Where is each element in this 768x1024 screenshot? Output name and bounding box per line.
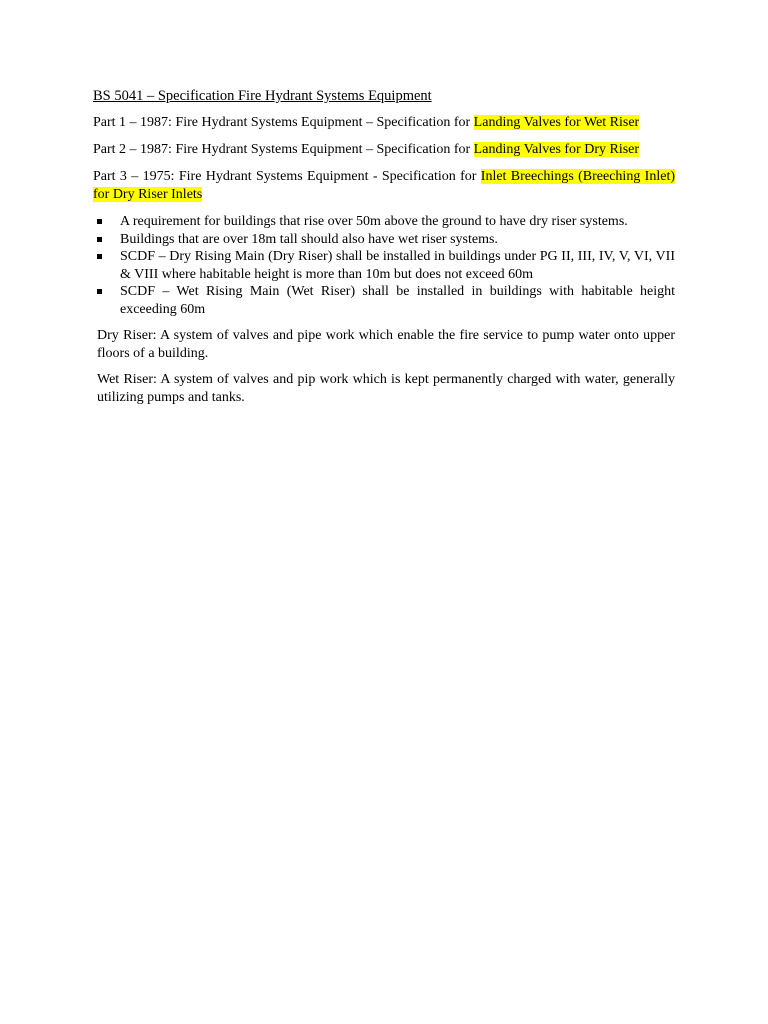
part-3 [93, 168, 675, 204]
part-1-highlight: Landing Valves for Wet Riser [473, 115, 640, 130]
list-item [97, 213, 675, 231]
part-2 [93, 141, 675, 159]
square-bullet-icon [97, 289, 102, 294]
document-page [93, 86, 675, 406]
part-2-text: Part 2 – 1987: Fire Hydrant Systems Equipment – Specification for [93, 142, 474, 157]
list-item [97, 248, 675, 283]
part-3-text: Part 3 – 1975: Fire Hydrant Systems Equipment - Specification for [93, 169, 481, 184]
square-bullet-icon [97, 219, 102, 224]
part-2-highlight: Landing Valves for Dry Riser [473, 142, 640, 157]
list-item-text: Buildings that are over 18m tall should also have wet riser systems. [120, 231, 498, 247]
part-1-text: Part 1 – 1987: Fire Hydrant Systems Equipment – Specification for [93, 115, 474, 130]
list-item-text: A requirement for buildings that rise over 50m above the ground to have dry riser systems. [120, 214, 628, 229]
list-item [97, 231, 675, 249]
square-bullet-icon [97, 254, 102, 259]
bullet-list-requirements [97, 213, 675, 248]
square-bullet-icon [97, 237, 102, 242]
list-item-text: SCDF – Dry Rising Main (Dry Riser) shall be installed in buildings under PG II, III, IV, V, VI, VII & VIII where habitable height is more than 10m but does not exceed 60m [120, 249, 675, 282]
document-title: BS 5041 – Specification Fire Hydrant Systems Equipment [93, 88, 432, 104]
definition-wet-riser: Wet Riser: A system of valves and pip work which is kept permanently charged with water, generally utilizing pumps and tanks. [97, 372, 675, 405]
definition-dry-riser: Dry Riser: A system of valves and pipe work which enable the fire service to pump water onto upper floors of a building. [97, 328, 675, 361]
part-3-highlight: Inlet Breechings (Breeching Inlet) for Dry Riser Inlets [93, 169, 676, 202]
list-item-text: SCDF – Wet Rising Main (Wet Riser) shall be installed in buildings with habitable height exceeding 60m [120, 284, 675, 317]
list-item [97, 283, 675, 318]
bullet-list-scdf [97, 248, 675, 318]
part-1 [93, 114, 675, 132]
